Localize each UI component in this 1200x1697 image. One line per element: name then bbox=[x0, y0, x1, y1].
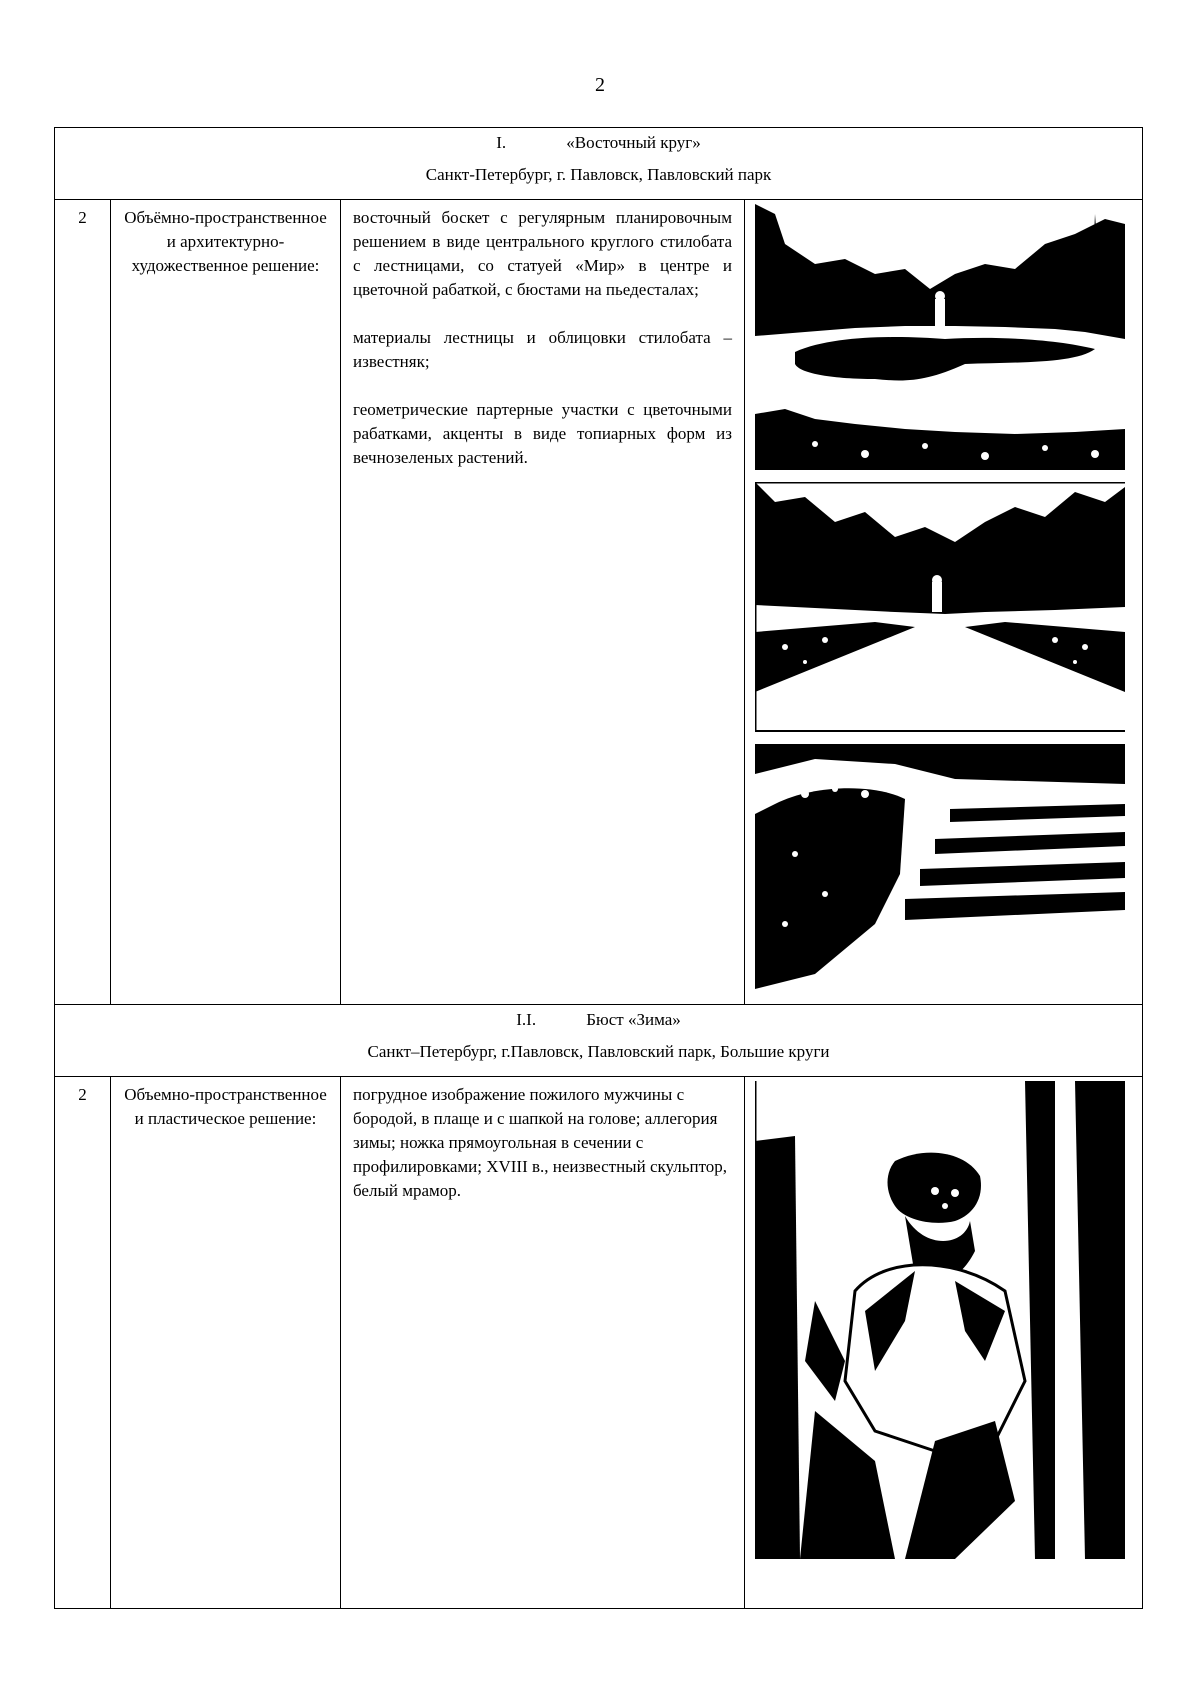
row-description: погрудное изображение пожилого мужчины с бородой, в плаще и с шапкой на голове; аллегория зимы; ножка прямоугольная в сечении с профилировками; XVIII в., неизвестный скульптор, белый мрамор. bbox=[341, 1077, 745, 1609]
row-photos bbox=[745, 200, 1143, 1005]
park-alley-photo bbox=[755, 482, 1125, 732]
page-number: 2 bbox=[595, 74, 605, 96]
section-title: «Восточный круг» bbox=[566, 133, 701, 152]
section-header bbox=[55, 128, 1143, 200]
stairs-photo bbox=[755, 744, 1125, 989]
row-number: 2 bbox=[55, 200, 111, 1005]
section-header-row bbox=[55, 128, 1143, 200]
section-header bbox=[55, 1005, 1143, 1077]
register-table bbox=[54, 127, 1143, 1609]
section-header-row bbox=[55, 1005, 1143, 1077]
section-title: Бюст «Зима» bbox=[586, 1010, 681, 1029]
section-location: Санкт-Петербург, г. Павловск, Павловский парк bbox=[425, 165, 772, 184]
description-paragraph: восточный боскет с регулярным планировочным решением в виде центрального круглого стилобата с лестницами, со статуей «Мир» в центре и цветочной рабаткой, с бюстами на пьедесталах; bbox=[353, 208, 732, 299]
description-paragraph: материалы лестницы и облицовки стилобата – известняк; bbox=[353, 328, 732, 371]
row-photos bbox=[745, 1077, 1143, 1609]
park-circle-photo bbox=[755, 204, 1125, 470]
section-location: Санкт–Петербург, г.Павловск, Павловский парк, Большие круги bbox=[367, 1042, 830, 1061]
row-label: Объёмно-пространственное и архитектурно-художественное решение: bbox=[111, 200, 341, 1005]
section-index: I.I. bbox=[516, 1010, 537, 1029]
section-index: I. bbox=[496, 133, 507, 152]
row-label: Объемно-пространственное и пластическое решение: bbox=[111, 1077, 341, 1609]
bust-winter-photo bbox=[755, 1081, 1125, 1559]
row-number: 2 bbox=[55, 1077, 111, 1609]
description-paragraph: геометрические партерные участки с цветочными рабатками, акценты в виде топиарных форм из вечнозеленых растений. bbox=[353, 400, 732, 467]
row-description bbox=[341, 200, 745, 1005]
table-row bbox=[55, 200, 1143, 1005]
table-row bbox=[55, 1077, 1143, 1609]
